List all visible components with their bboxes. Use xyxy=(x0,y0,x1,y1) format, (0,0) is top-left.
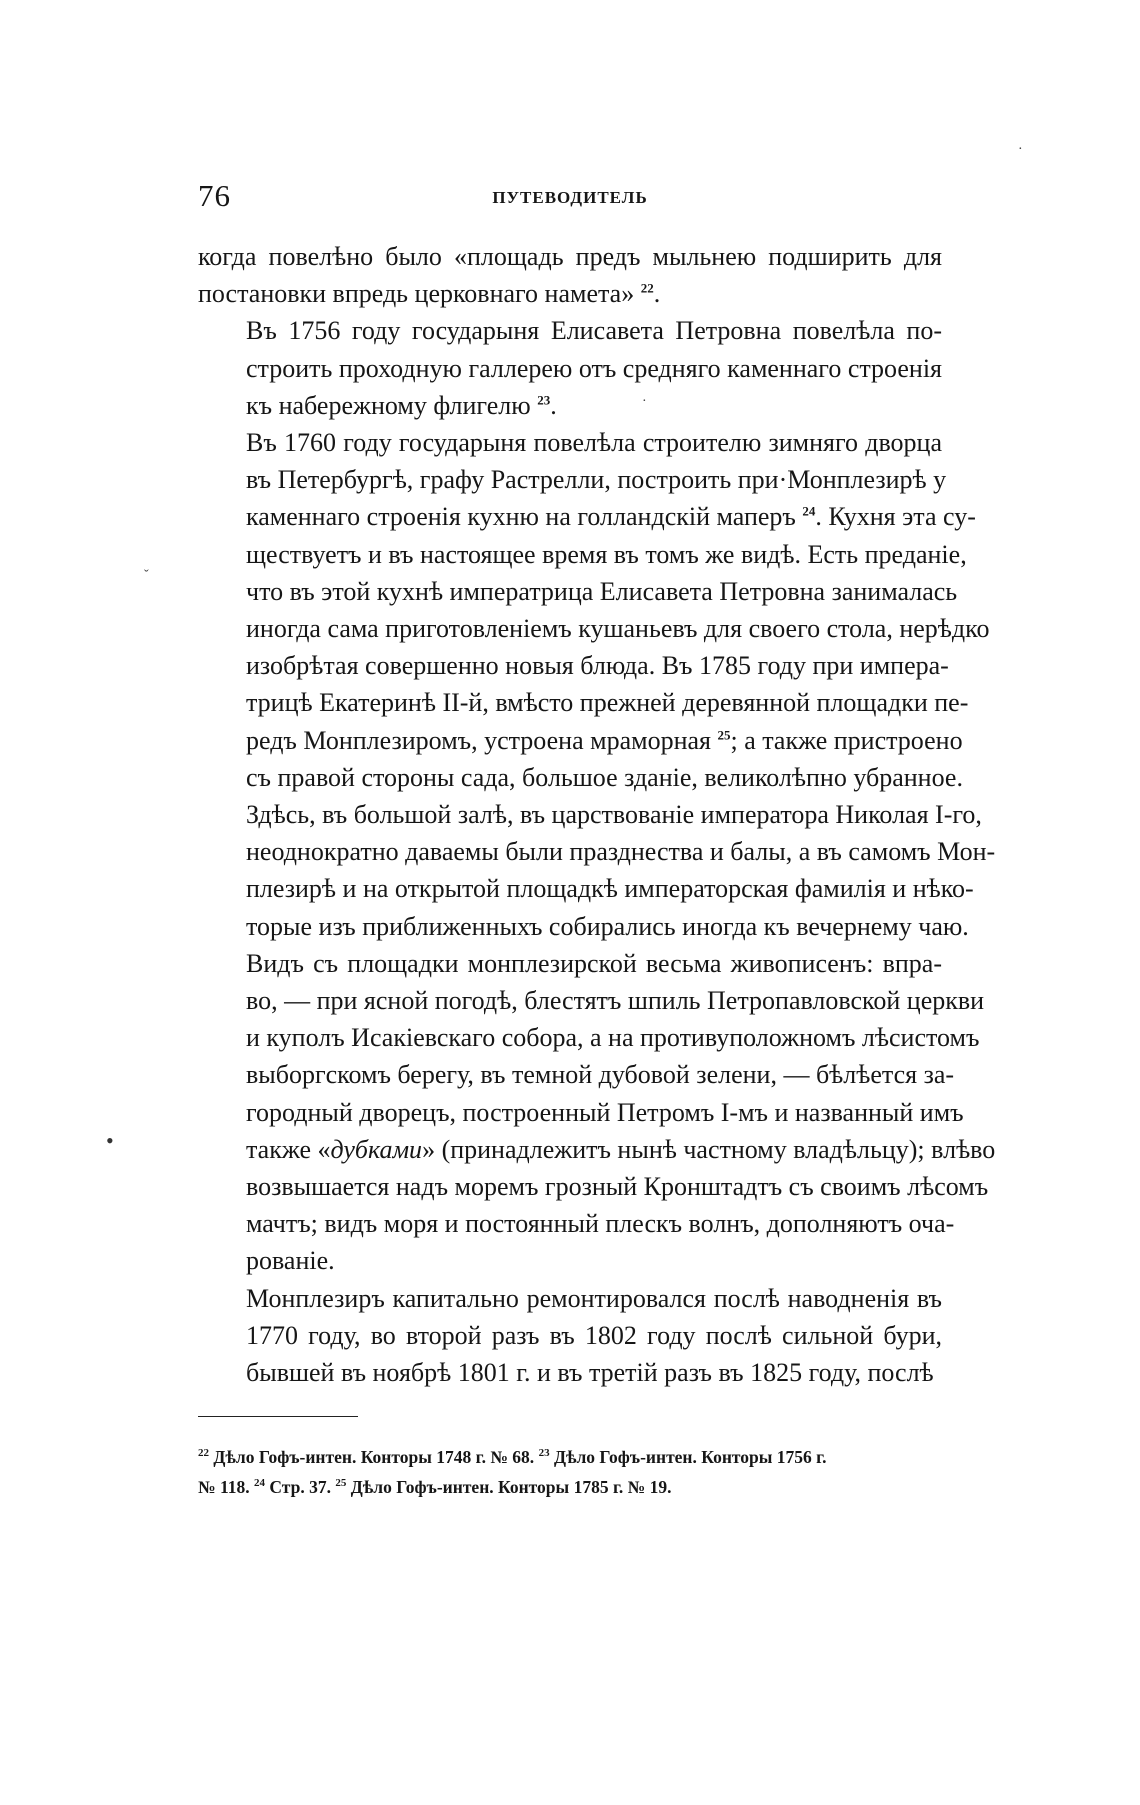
text-line: каменнаго строенія кухню на голландскій маперъ $^{24}$. Кухня эта су- xyxy=(246,502,976,532)
text-line: во, — при ясной погодѣ, блестятъ шпиль Петропавловской церкви xyxy=(246,986,985,1016)
text-line: Здѣсь, въ большой залѣ, въ царствованіе императора Николая I-го, xyxy=(246,800,982,830)
footnote-entry xyxy=(250,1477,331,1497)
text-line: городный дворецъ, построенный Петромъ I-мъ и названный имъ xyxy=(246,1097,964,1127)
page-number: 76 xyxy=(198,178,231,213)
italic-term: дубками xyxy=(330,1134,423,1164)
margin-tick: ˇ xyxy=(144,568,149,583)
footnote-reference: 24 xyxy=(802,503,816,519)
footnote-number: 24 xyxy=(254,1477,265,1490)
text-line: 1770 году, во второй разъ въ 1802 году послѣ сильной бури, xyxy=(246,1320,942,1350)
footnotes xyxy=(198,1442,942,1502)
text-line: что въ этой кухнѣ императрица Елисавета Петровна занималась xyxy=(246,576,958,606)
footnote-entry xyxy=(198,1477,250,1497)
footnote-entry xyxy=(331,1477,672,1497)
footnote-reference: 23 xyxy=(537,392,551,408)
footnote-number: 25 xyxy=(335,1477,347,1490)
text-line: изобрѣтая совершенно новыя блюда. Въ 1785 году при импера- xyxy=(246,651,949,681)
text-line: въ Петербургѣ, графу Растрелли, построить при·Монплезирѣ у xyxy=(246,465,947,495)
text-line: Монплезиръ капитально ремонтировался послѣ наводненія въ xyxy=(246,1283,942,1313)
footnote-text: № 118. xyxy=(198,1477,250,1497)
footnote-entry xyxy=(198,1447,534,1467)
text-line: Видъ съ площадки монплезирской весьма живописенъ: впра- xyxy=(246,948,942,978)
text-line: рованіе. xyxy=(246,1246,335,1276)
footnote-separator xyxy=(198,1416,358,1417)
paragraph xyxy=(198,424,996,945)
text-line: также «дубками» (принадлежитъ нынѣ частному владѣльцу); влѣво xyxy=(246,1134,996,1164)
footnote-reference: 25 xyxy=(717,726,731,742)
footnote-line xyxy=(198,1442,942,1472)
paragraph xyxy=(198,945,996,1280)
text-line: выборгскомъ берегу, въ темной дубовой зелени, — бѣлѣется за- xyxy=(246,1060,955,1090)
text-line: Въ 1760 году государыня повелѣла строителю зимняго дворца xyxy=(246,428,942,458)
text-line: бывшей въ ноябрѣ 1801 г. и въ третій разъ въ 1825 году, послѣ xyxy=(246,1358,934,1388)
text-line: мачтъ; видъ моря и постоянный плескъ волнъ, дополняютъ оча- xyxy=(246,1209,955,1239)
text-line: съ правой стороны сада, большое зданіе, великолѣпно убранное. xyxy=(246,762,963,792)
margin-dot: · xyxy=(642,394,647,409)
margin-dot: · xyxy=(1018,142,1023,157)
footnote-text: Дѣло Гофъ-интен. Конторы 1785 г. № 19. xyxy=(350,1477,672,1497)
text-line: неоднократно даваемы были празднества и балы, а въ самомъ Мон- xyxy=(246,837,996,867)
body-text xyxy=(198,238,996,1391)
text-line: и куполъ Исакіевскаго собора, а на противуположномъ лѣсистомъ xyxy=(246,1023,980,1053)
text-line: редъ Монплезиромъ, устроена мраморная $^{25}$; а также пристроено xyxy=(246,725,963,755)
footnote-number: 22 xyxy=(198,1447,209,1460)
footnote-line xyxy=(198,1472,942,1502)
footnote-text: Дѣло Гофъ-интен. Конторы 1756 г. xyxy=(553,1447,827,1467)
paragraph xyxy=(198,238,942,312)
text-line: строить проходную галлерею отъ средняго каменнаго строенія xyxy=(246,353,942,383)
text-line: къ набережному флигелю $^{23}$. xyxy=(246,390,557,420)
footnote-text: Дѣло Гофъ-интен. Конторы 1748 г. № 68. xyxy=(213,1447,535,1467)
text-line: Въ 1756 году государыня Елисавета Петровна повелѣла по- xyxy=(246,316,942,346)
margin-bullet: • xyxy=(106,1128,114,1153)
text-line: возвышается надъ моремъ грозный Кронштадтъ съ своимъ лѣсомъ xyxy=(246,1172,989,1202)
footnote-reference: 22 xyxy=(640,280,654,296)
footnote-entry xyxy=(534,1447,826,1467)
footnote-text: Стр. 37. xyxy=(269,1477,331,1497)
paragraph xyxy=(198,1280,942,1392)
footnote-number: 23 xyxy=(538,1447,550,1460)
text-line: постановки впредь церковнаго намета» $^{22}$. xyxy=(198,279,661,309)
text-line: иногда сама приготовленіемъ кушаньевъ для своего стола, нерѣдко xyxy=(246,614,990,644)
text-line: плезирѣ и на открытой площадкѣ императорская фамилія и нѣко- xyxy=(246,874,974,904)
text-line: трицѣ Екатеринѣ II-й, вмѣсто прежней деревянной площадки пе- xyxy=(246,688,969,718)
page-header xyxy=(198,178,942,218)
running-head: ПУТЕВОДИТЕЛЬ xyxy=(492,188,648,207)
paragraph xyxy=(198,312,942,424)
text-line: ществуетъ и въ настоящее время въ томъ же видѣ. Есть преданіе, xyxy=(246,539,967,569)
text-line: торые изъ приближенныхъ собирались иногда къ вечернему чаю. xyxy=(246,911,969,941)
text-line: когда повелѣно было «площадь предъ мыльнею подширить для xyxy=(198,242,942,271)
